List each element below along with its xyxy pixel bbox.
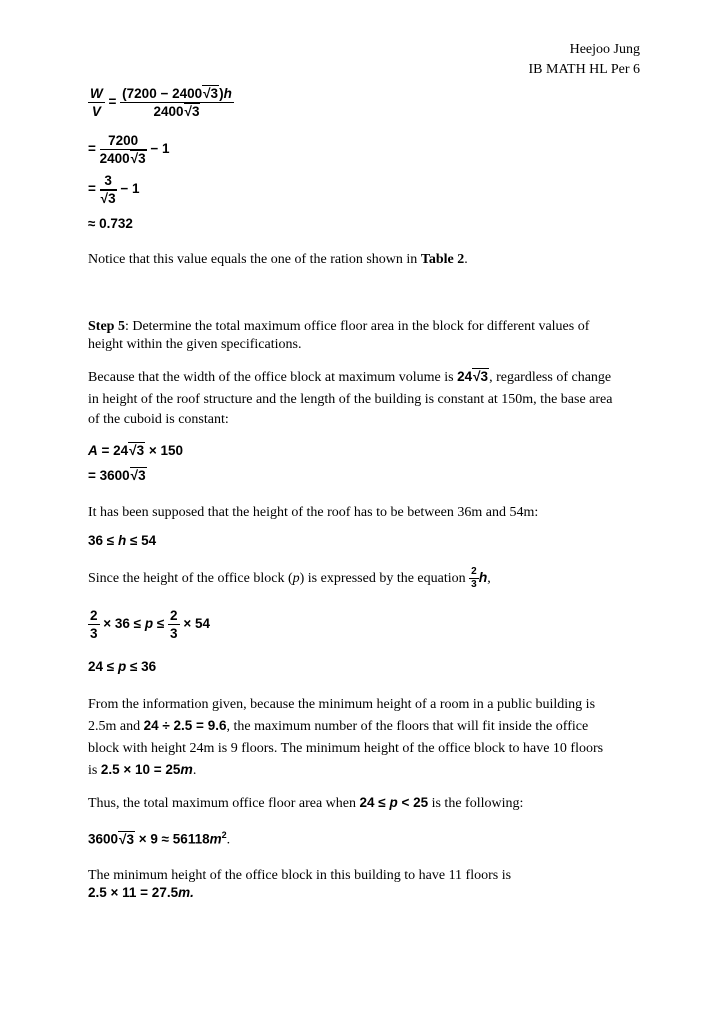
denominator-v: V bbox=[91, 104, 101, 119]
minus-one: − 1 bbox=[150, 141, 170, 157]
variable-h: h bbox=[223, 86, 232, 101]
from-line3: block with height 24m is 9 floors. The minimum height of the office block to have 10 floors bbox=[88, 741, 604, 756]
numerator: 2 bbox=[170, 608, 178, 623]
fraction-step3 bbox=[100, 173, 117, 206]
p-high: ≤ 36 bbox=[126, 659, 157, 674]
fraction-wv-rhs bbox=[120, 86, 234, 119]
since-paragraph bbox=[88, 567, 491, 590]
because-text-end: , regardless of change bbox=[489, 370, 612, 385]
variable-a: A bbox=[88, 443, 98, 458]
sqrt-arg: 3 bbox=[210, 86, 219, 101]
h-range-high: ≤ 54 bbox=[126, 533, 157, 548]
eleven-floors-expression bbox=[88, 885, 194, 900]
max-area-result: × 9 ≈ 56118 bbox=[138, 831, 210, 847]
rhs-den-part: 2400 bbox=[153, 104, 184, 119]
division-expression: 24 ÷ 2.5 = 9.6 bbox=[143, 718, 227, 733]
sqrt-symbol: √3 bbox=[130, 468, 146, 483]
fraction-two-thirds bbox=[469, 567, 479, 590]
sqrt-arg: 3 bbox=[480, 369, 489, 384]
fraction-two-thirds bbox=[88, 608, 100, 641]
numerator-w: W bbox=[90, 86, 103, 101]
sqrt-symbol: √3 bbox=[119, 831, 134, 847]
p-range-simple bbox=[88, 659, 156, 674]
width-expression bbox=[457, 368, 489, 384]
eleven-paragraph: The minimum height of the office block in this building to have 11 floors is bbox=[88, 868, 512, 883]
from-line1: From the information given, because the minimum height of a room in a public building is bbox=[88, 697, 596, 712]
ten-floors-expression: 2.5 × 10 = 25 bbox=[100, 762, 181, 777]
variable-p: p bbox=[144, 616, 154, 632]
author-name: Heejoo Jung bbox=[569, 42, 640, 57]
numerator: 2 bbox=[90, 608, 98, 623]
because-line3: of the cuboid is constant: bbox=[88, 412, 229, 427]
from-text-is: is bbox=[88, 763, 101, 778]
numerator: 3 bbox=[100, 173, 117, 190]
max-area-coef: 3600 bbox=[88, 831, 119, 847]
thus-paragraph bbox=[88, 793, 523, 814]
since-text: Since the height of the office block ( bbox=[88, 571, 293, 586]
area-line2 bbox=[88, 468, 147, 483]
approx-value: ≈ 0.732 bbox=[88, 216, 133, 231]
sqrt-arg: 3 bbox=[126, 831, 134, 847]
because-line2: in height of the roof structure and the length of the building is constant at 150m, the base area bbox=[88, 392, 613, 407]
equation-wv bbox=[88, 86, 234, 119]
denominator: 3 bbox=[90, 626, 98, 641]
from-text-a: 2.5m and bbox=[88, 719, 144, 734]
equals-sign: = bbox=[108, 94, 117, 110]
because-line1 bbox=[88, 367, 611, 388]
sqrt-arg: 3 bbox=[138, 468, 146, 483]
variable-h: h bbox=[478, 569, 488, 585]
step5-label: Step 5 bbox=[88, 319, 125, 334]
sqrt-symbol: √3 bbox=[130, 151, 146, 166]
equation-step2 bbox=[88, 133, 170, 166]
area-result: = 3600 bbox=[88, 468, 130, 483]
sqrt-symbol: √3 bbox=[473, 369, 489, 384]
course-label: IB MATH HL Per 6 bbox=[528, 62, 640, 77]
equation-step3 bbox=[88, 173, 140, 206]
unit-m: m bbox=[209, 831, 222, 847]
p-range-fraction bbox=[88, 608, 210, 641]
rhs-num-part: (7200 − 2400 bbox=[122, 86, 203, 101]
h-range-low: 36 ≤ bbox=[88, 533, 118, 548]
area-line1 bbox=[88, 443, 183, 458]
step5-text: : Determine the total maximum office floor area in the block for different values of bbox=[124, 319, 590, 334]
thus-low: 24 ≤ bbox=[359, 795, 390, 810]
sqrt-symbol: √3 bbox=[100, 191, 116, 206]
area-expr-b: × 150 bbox=[148, 443, 184, 458]
equals-sign: = bbox=[88, 141, 96, 157]
denominator-part: 2400 bbox=[99, 151, 130, 166]
sqrt-symbol: √3 bbox=[129, 443, 145, 458]
from-text-b: , the maximum number of the floors that will fit inside the office bbox=[226, 719, 589, 734]
supposed-paragraph: It has been supposed that the height of the roof has to be between 36m and 54m: bbox=[88, 505, 539, 520]
sqrt-arg: 3 bbox=[138, 151, 146, 166]
thus-high: < 25 bbox=[397, 795, 429, 810]
since-comma: , bbox=[487, 571, 491, 586]
p-range-high: × 54 bbox=[183, 616, 210, 632]
variable-p: p bbox=[292, 571, 300, 586]
variable-p: p bbox=[117, 659, 127, 674]
notice-paragraph bbox=[88, 250, 468, 270]
minus-one: − 1 bbox=[120, 181, 140, 197]
sqrt-arg: 3 bbox=[191, 104, 200, 119]
equals-sign: = bbox=[88, 181, 96, 197]
fraction-step2 bbox=[100, 133, 147, 166]
denominator: 3 bbox=[471, 579, 477, 591]
p-low: 24 ≤ bbox=[88, 659, 118, 674]
thus-text: Thus, the total maximum office floor area when bbox=[88, 796, 360, 811]
sqrt-symbol: √3 bbox=[184, 104, 200, 119]
numerator: 2 bbox=[471, 566, 477, 578]
unit-m: m bbox=[180, 761, 193, 777]
unit-m: m. bbox=[178, 885, 194, 900]
from-period: . bbox=[192, 763, 197, 778]
step5-line2: height within the given specifications. bbox=[88, 337, 302, 352]
fraction-w-over-v bbox=[88, 86, 105, 119]
period: . bbox=[226, 832, 231, 848]
sqrt-symbol: √3 bbox=[203, 86, 219, 101]
step5-line1 bbox=[88, 317, 589, 337]
since-text-b: ) is expressed by the equation bbox=[299, 571, 470, 586]
variable-p: p bbox=[389, 795, 398, 810]
denominator: 3 bbox=[170, 626, 178, 641]
from-line2 bbox=[88, 716, 588, 737]
p-range-low: × 36 ≤ bbox=[103, 616, 145, 632]
sqrt-arg: 3 bbox=[108, 191, 116, 206]
table-reference: Table 2 bbox=[420, 252, 465, 267]
exponent: 2 bbox=[221, 830, 227, 840]
p-range-leq: ≤ bbox=[153, 616, 165, 632]
fraction-two-thirds bbox=[168, 608, 180, 641]
h-range bbox=[88, 533, 156, 548]
notice-period: . bbox=[464, 252, 468, 267]
width-coef: 24 bbox=[457, 369, 473, 384]
thus-text-end: is the following: bbox=[428, 796, 524, 811]
thus-inequality bbox=[360, 795, 429, 810]
max-area-expression bbox=[88, 830, 230, 851]
eleven-expr: 2.5 × 11 = 27.5 bbox=[88, 885, 179, 900]
from-line4 bbox=[88, 759, 196, 781]
notice-text: Notice that this value equals the one of the ration shown in bbox=[88, 252, 421, 267]
area-expr-a: = 24 bbox=[101, 443, 129, 458]
numerator: 7200 bbox=[100, 133, 147, 150]
variable-h: h bbox=[117, 533, 127, 548]
because-text: Because that the width of the office block at maximum volume is bbox=[88, 370, 458, 385]
rhs-num-close: ) bbox=[219, 86, 224, 101]
sqrt-arg: 3 bbox=[136, 443, 145, 458]
